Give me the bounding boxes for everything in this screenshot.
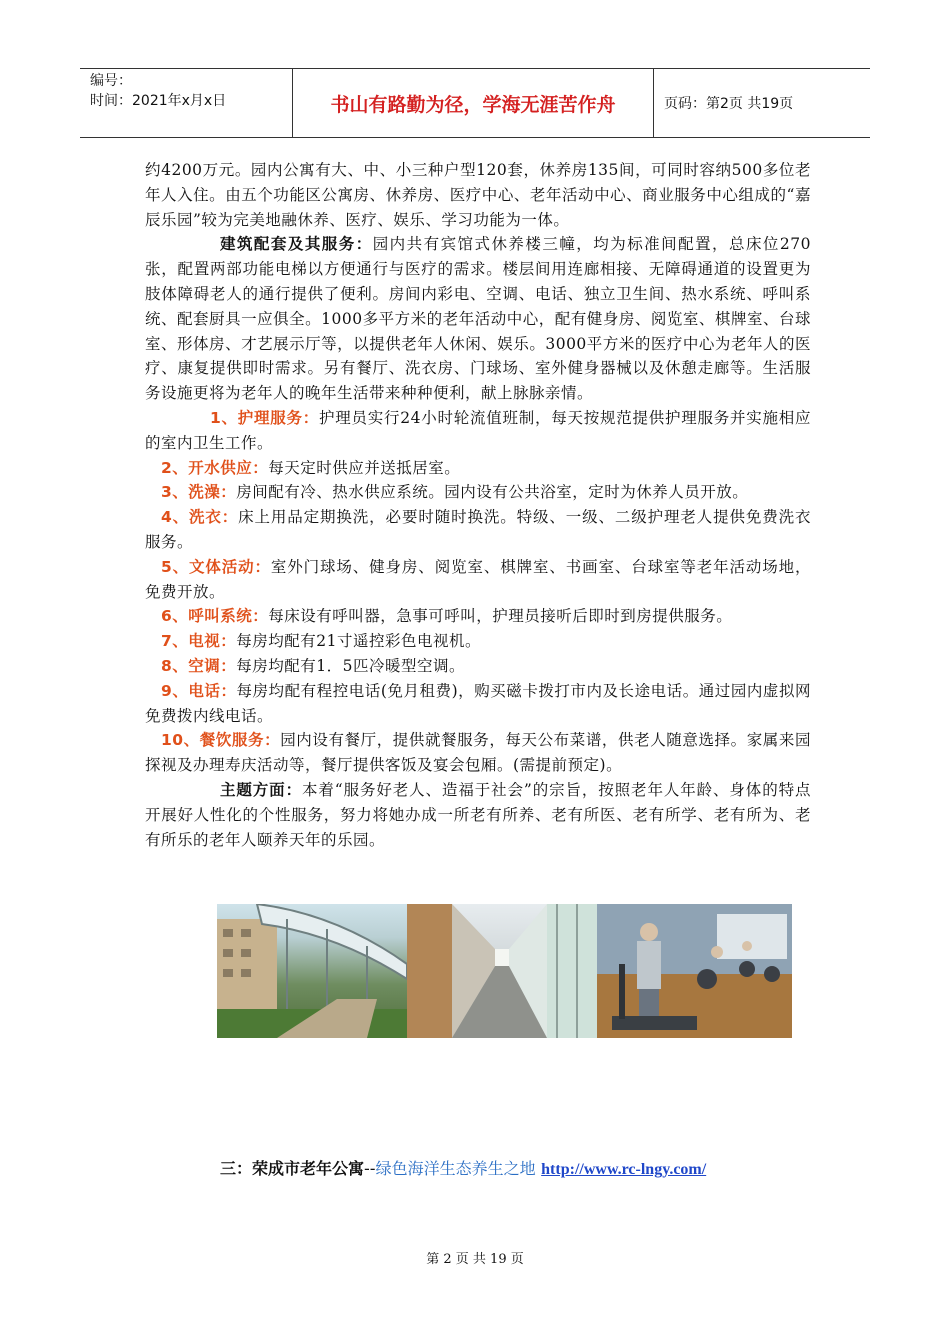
service-label: 5、文体活动： xyxy=(161,557,271,576)
section-3-heading xyxy=(220,1156,706,1179)
service-item xyxy=(145,505,811,555)
section-3-dash: -- xyxy=(364,1159,376,1178)
section-3-link[interactable]: http://www.rc-lngy.com/ xyxy=(541,1161,707,1178)
paragraph-intro: 约4200万元。园内公寓有大、中、小三种户型120套，休养房135间，可同时容纳500多位老年人入住。由五个功能区公寓房、休养房、医疗中心、老年活动中心、商业服务中心组成的“嘉辰乐园”较为完美地融休养、医疗、娱乐、学习功能为一体。 xyxy=(145,161,811,229)
service-text: 床上用品定期换洗，必要时随时换洗。特级、一级、二级护理老人提供免费洗衣服务。 xyxy=(145,508,811,551)
service-text: 园内设有餐厅，提供就餐服务，每天公布菜谱，供老人随意选择。家属来园探视及办理寿庆活动等，餐厅提供客饭及宴会包厢。(需提前预定)。 xyxy=(145,731,811,775)
service-item xyxy=(145,480,811,505)
service-text: 每房均配有21寸遥控彩色电视机。 xyxy=(236,632,482,651)
gym-photo xyxy=(597,904,792,1038)
service-item xyxy=(145,654,811,679)
service-item xyxy=(145,679,811,729)
header-time: 时间：2021年x月x日 xyxy=(90,93,227,109)
facilities-heading: 建筑配套及其服务： xyxy=(220,235,373,254)
service-text: 房间配有冷、热水供应系统。园内设有公共浴室，定时为休养人员开放。 xyxy=(236,483,749,502)
document-header xyxy=(80,68,870,138)
service-label: 8、空调： xyxy=(161,656,237,675)
service-label: 3、洗澡： xyxy=(161,483,237,502)
service-text: 每房均配有1．5匹冷暖型空调。 xyxy=(236,656,466,675)
service-label: 1、护理服务： xyxy=(210,408,320,427)
page-footer: 第 2 页 共 19 页 xyxy=(426,1252,524,1267)
service-item xyxy=(145,728,811,778)
facilities-text: 园内共有宾馆式休养楼三幢，均为标准间配置，总床位270张，配置两部功能电梯以方便通行与医疗的需求。楼层间用连廊相接、无障碍通道的设置更为肢体障碍老人的通行提供了便利。房间内彩电、空调、电话、独立卫生间、热水系统、呼叫系统、配套厨具一应俱全。1000多平方米的老年活动中心，配有健身房、阅览室、棋牌室、台球室、形体房、才艺展示厅等，以提供老年人休闲、娱乐。3000平方米的医疗中心为老年人的医疗、康复提供即时需求。另有餐厅、洗衣房、门球场、室外健身器械以及休憩走廊等。生活服务设施更将为老年人的晚年生活带来种种便利，献上脉脉亲情。 xyxy=(145,235,811,403)
service-text: 每床设有呼叫器，急事可呼叫，护理员接听后即时到房提供服务。 xyxy=(268,607,733,626)
photo-strip xyxy=(217,904,792,1038)
body-text xyxy=(145,158,811,852)
service-item xyxy=(145,604,811,629)
header-motto: 书山有路勤为径，学海无涯苦作舟 xyxy=(293,69,654,137)
paragraph-facilities xyxy=(145,232,811,406)
service-text: 每房均配有程控电话(免月租费)，购买磁卡拨打市内及长途电话。通过园内虚拟网免费拨内线电话。 xyxy=(145,681,811,725)
service-text: 每天定时供应并送抵居室。 xyxy=(268,458,461,477)
service-item xyxy=(145,406,811,456)
service-text: 护理员实行24小时轮流值班制，每天按规范提供护理服务并实施相应的室内卫生工作。 xyxy=(145,408,811,452)
service-label: 2、开水供应： xyxy=(161,458,269,477)
section-3-title: 三：荣成市老年公寓 xyxy=(220,1159,365,1178)
theme-text: 本着“服务好老人、造福于社会”的宗旨，按照老年人年龄、身体的特点开展好人性化的个性服务，努力将她办成一所老有所养、老有所医、老有所学、老有所为、老有所乐的老年人颐养天年的乐园。 xyxy=(145,780,811,849)
header-page-number: 页码：第2页 共19页 xyxy=(664,96,794,112)
corridor-photo xyxy=(407,904,597,1038)
section-3-subtitle: 绿色海洋生态养生之地 xyxy=(375,1159,536,1178)
service-item xyxy=(145,629,811,654)
service-label: 10、餐饮服务： xyxy=(161,731,281,750)
service-label: 9、电话： xyxy=(161,681,237,700)
service-label: 6、呼叫系统： xyxy=(161,607,269,626)
covered-walkway-photo xyxy=(217,904,407,1038)
service-label: 4、洗衣： xyxy=(161,508,239,527)
service-item xyxy=(145,456,811,481)
header-code: 编号： xyxy=(90,73,132,89)
service-label: 7、电视： xyxy=(161,632,237,651)
service-text: 室外门球场、健身房、阅览室、棋牌室、书画室、台球室等老年活动场地，免费开放。 xyxy=(145,557,811,601)
header-meta xyxy=(80,69,293,137)
service-item xyxy=(145,555,811,605)
paragraph-theme xyxy=(145,778,811,852)
theme-heading: 主题方面： xyxy=(220,780,302,799)
